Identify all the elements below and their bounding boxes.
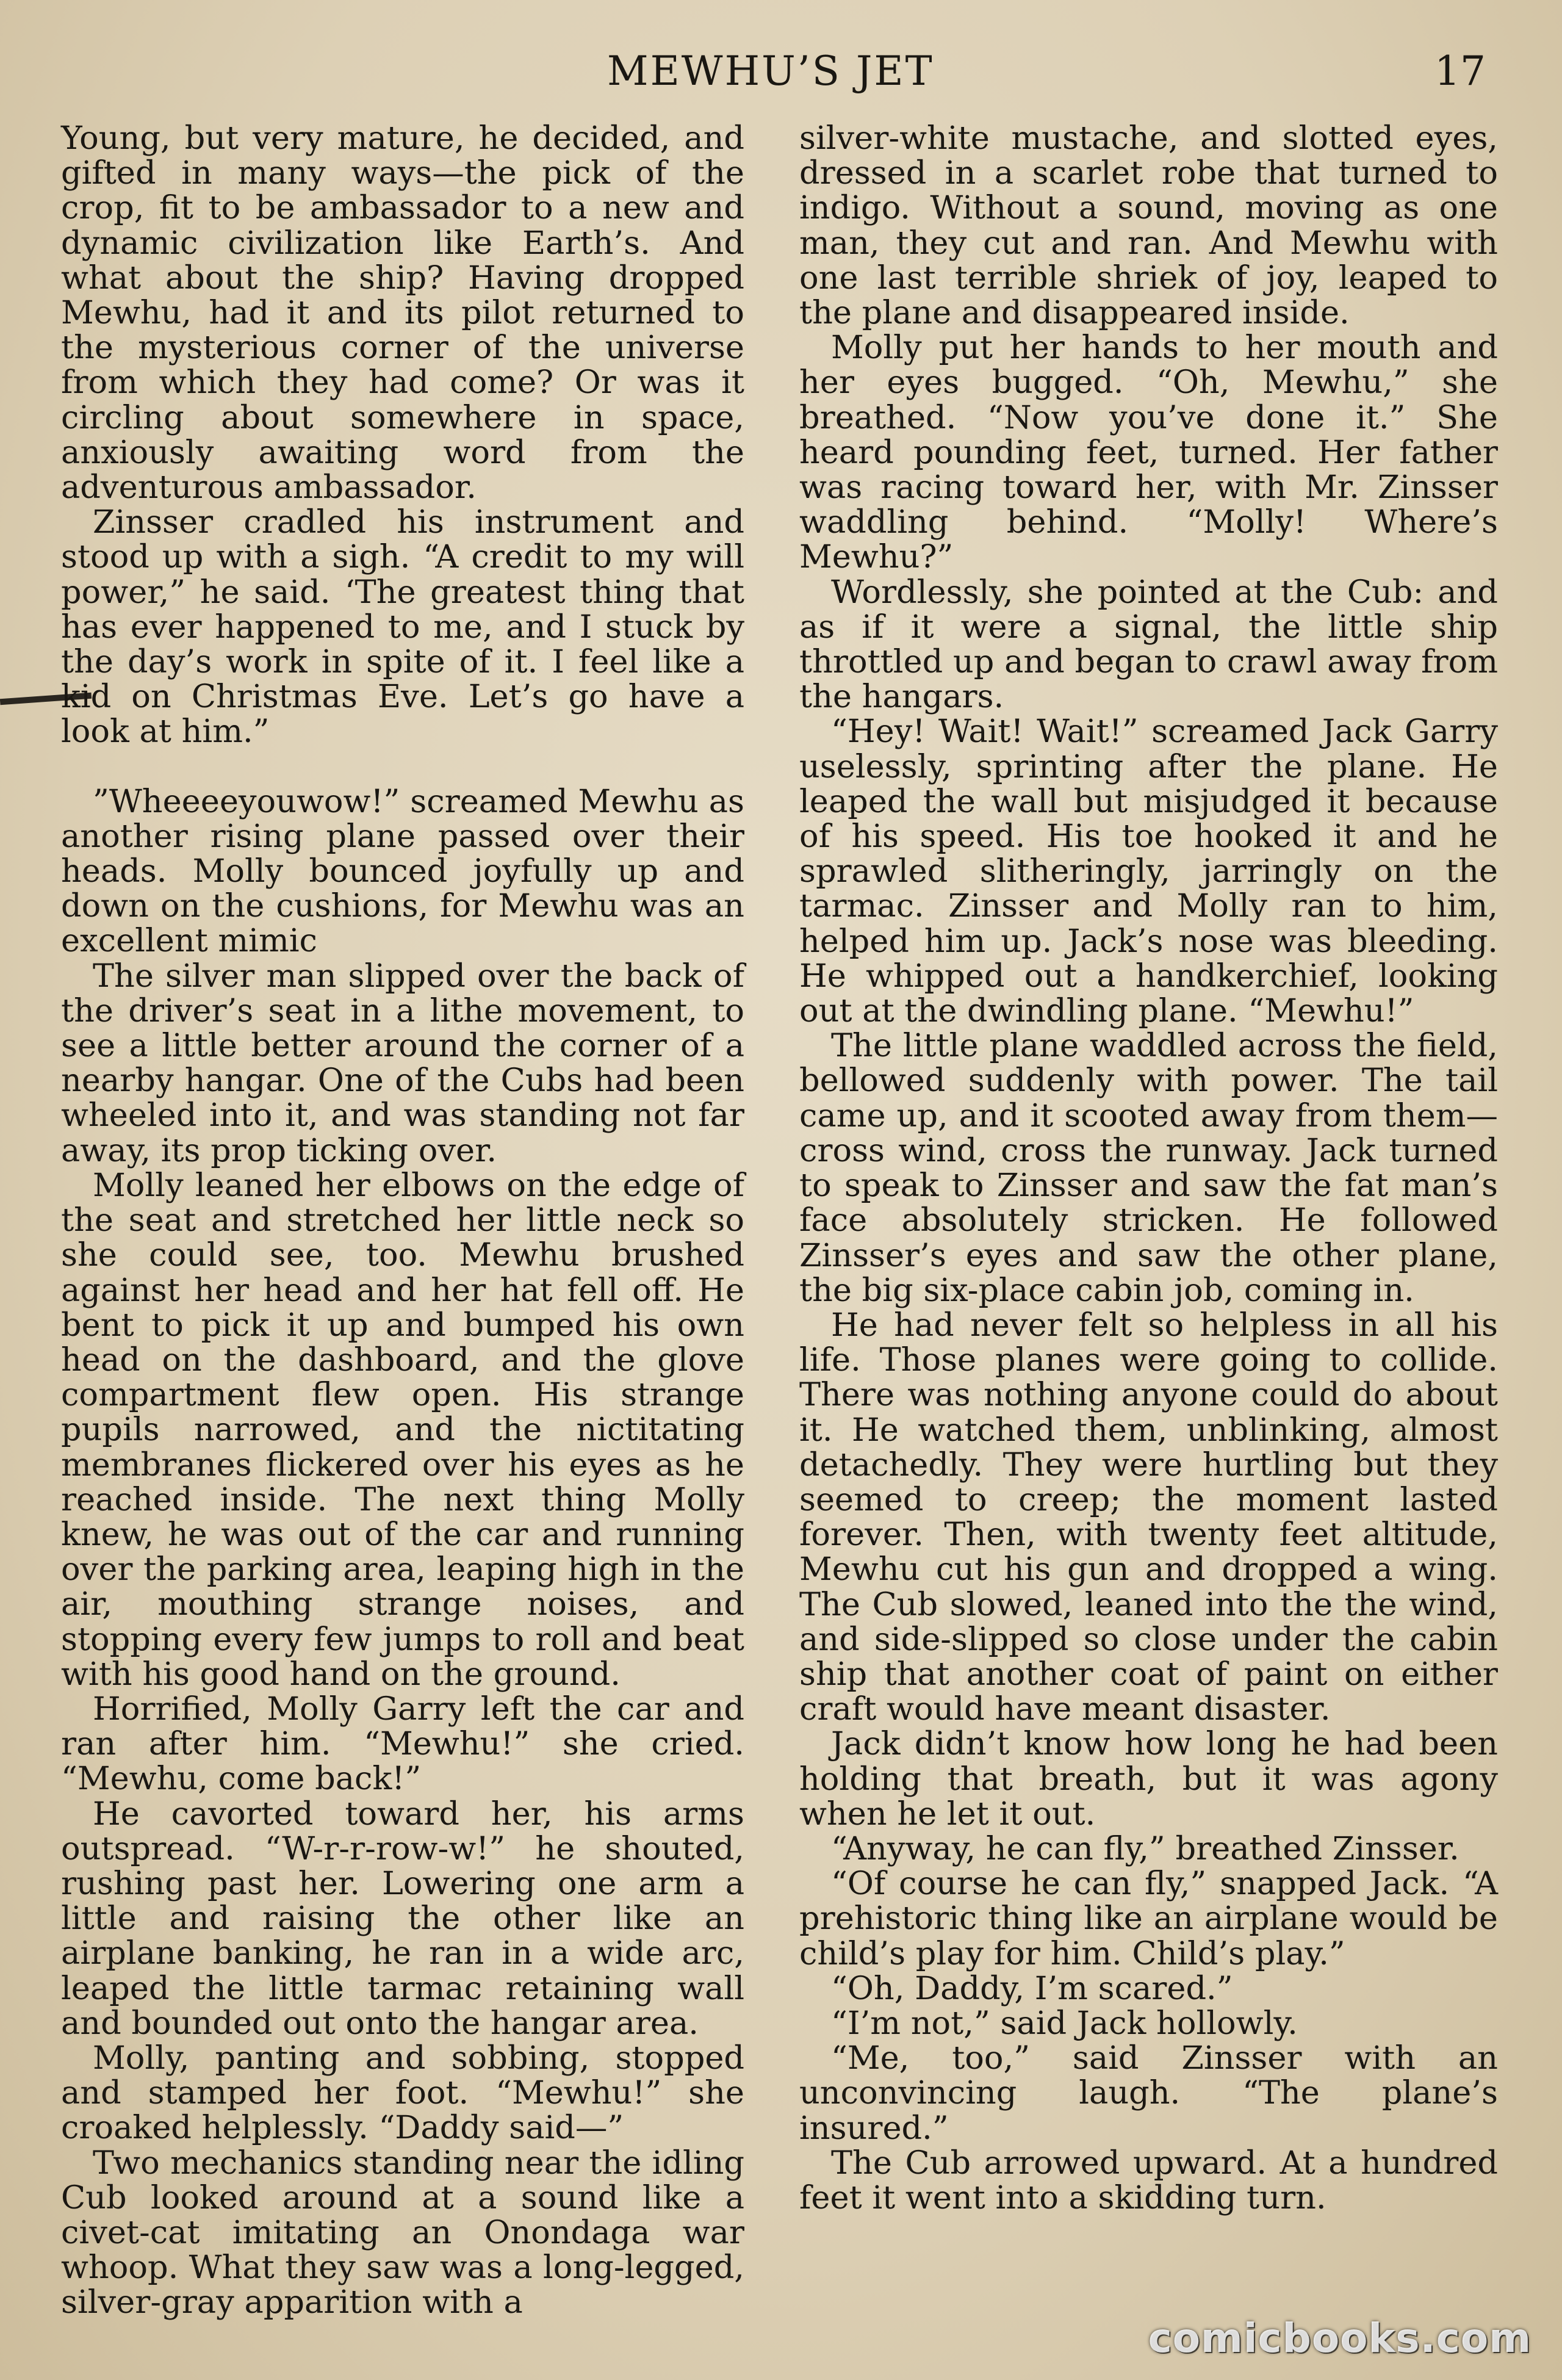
paragraph: Horrified, Molly Garry left the car and ran after him. “Mewhu!” she cried. “Mewhu, come back!”	[61, 1690, 744, 1798]
paragraph: The silver man slipped over the back of the driver’s seat in a lithe movement, to see a little better around the corner of a nearby hangar. One of the Cubs had been wheeled into it, and was standing not far away, its prop ticking over.	[61, 957, 744, 1169]
right-text-column	[799, 121, 1498, 2215]
paragraph: “Oh, Daddy, I’m scared.”	[831, 1969, 1233, 2007]
paragraph: Wordlessly, she pointed at the Cub: and as if it were a signal, the little ship throttled up and began to crawl away from the hangars.	[799, 573, 1498, 716]
paragraph: Zinsser cradled his instrument and stood up with a sigh. “A credit to my will power,” he said. ‘The greatest thing that has ever happened to me, and I stuck by the day’s work in spite of it. I feel like a kid on Christmas Eve. Let’s go have a look at him.”	[61, 503, 744, 751]
paragraph: “Of course he can fly,” snapped Jack. “A prehistoric thing like an airplane would be child’s play for him. Child’s play.”	[799, 1865, 1498, 1972]
running-title: MEWHU’S JET	[607, 48, 934, 95]
paragraph: “Anyway, he can fly,” breathed Zinsser.	[831, 1830, 1459, 1867]
left-text-column	[61, 121, 744, 2320]
paragraph: Young, but very mature, he decided, and gifted in many ways—the pick of the crop, fit to be ambassador to a new and dynamic civilization like Earth’s. And what about the ship? Having dropped Mewhu, had it and its pilot returned to the mysterious corner of the universe from which they had come? Or was it circling about somewhere in space, anxiously awaiting word from the adventurous ambassador.	[61, 120, 744, 507]
paragraph: silver-white mustache, and slotted eyes, dressed in a scarlet robe that turned to indigo. Without a sound, moving as one man, they cut and ran. And Mewhu with one last terrible shriek of joy, leaped to the plane and disappeared inside.	[799, 120, 1498, 332]
page-number: 17	[1434, 48, 1486, 95]
paragraph: “I’m not,” said Jack hollowly.	[831, 2004, 1298, 2042]
paragraph: “Me, too,” said Zinsser with an unconvincing laugh. “The plane’s insured.”	[799, 2039, 1498, 2147]
paragraph: The little plane waddled across the field, bellowed suddenly with power. The tail came up, and it scooted away from them—cross wind, cross the runway. Jack turned to speak to Zinsser and saw the fat man’s face absolutely stricken. He followed Zinsser’s eyes and saw the other plane, the big six-place cabin job, coming in.	[799, 1027, 1498, 1309]
paragraph: ”Wheeeeyouwow!” screamed Mewhu as another rising plane passed over their heads. Molly bounced joyfully up and down on the cushions, for Mewhu was an excellent mimic	[61, 782, 744, 960]
paragraph: Molly, panting and sobbing, stopped and stamped her foot. “Mewhu!” she croaked helplessly. “Daddy said—”	[61, 2039, 744, 2147]
paragraph: He cavorted toward her, his arms outspread. “W-r-r-row-w!” he shouted, rushing past her. Lowering one arm a little and raising the other like an airplane banking, he ran in a wide arc, leaped the little tarmac retaining wall and bounded out onto the hangar area.	[61, 1795, 744, 2042]
paragraph: He had never felt so helpless in all his life. Those planes were going to collide. There was nothing anyone could do about it. He watched them, unblinking, almost detachedly. They were hurtling but they seemed to creep; the moment lasted forever. Then, with twenty feet altitude, Mewhu cut his gun and dropped a wing. The Cub slowed, leaned into the the wind, and side-slipped so close under the cabin ship that another coat of paint on either craft would have meant disaster.	[799, 1306, 1498, 1728]
paragraph: The Cub arrowed upward. At a hundred feet it went into a skidding turn.	[799, 2144, 1498, 2216]
paragraph: “Hey! Wait! Wait!” screamed Jack Garry uselessly, sprinting after the plane. He leaped the wall but misjudged it because of his speed. His toe hooked it and he sprawled slitheringly, jarringly on the tarmac. Zinsser and Molly ran to him, helped him up. Jack’s nose was bleeding. He whipped out a handkerchief, looking out at the dwindling plane. “Mewhu!”	[799, 713, 1498, 1030]
paragraph: Jack didn’t know how long he had been holding that breath, but it was agony when he let it out.	[799, 1725, 1498, 1833]
paragraph: Two mechanics standing near the idling Cub looked around at a sound like a civet-cat imitating an Onondaga war whoop. What they saw was a long-legged, silver-gray apparition with a	[61, 2144, 744, 2321]
site-watermark: comicbooks.com	[1148, 2315, 1531, 2362]
paragraph: Molly leaned her elbows on the edge of the seat and stretched her little neck so she could see, too. Mewhu brushed against her head and her hat fell off. He bent to pick it up and bumped his own head on the dashboard, and the glove compartment flew open. His strange pupils narrowed, and the nictitating membranes flickered over his eyes as he reached inside. The next thing Molly knew, he was out of the car and running over the parking area, leaping high in the air, mouthing strange noises, and stopping every few jumps to roll and beat with his good hand on the ground.	[61, 1166, 744, 1693]
page-header	[0, 48, 1562, 103]
paragraph: Molly put her hands to her mouth and her eyes bugged. “Oh, Mewhu,” she breathed. “Now you’ve done it.” She heard pounding feet, turned. Her father was racing toward her, with Mr. Zinsser waddling behind. “Molly! Where’s Mewhu?”	[799, 329, 1498, 576]
